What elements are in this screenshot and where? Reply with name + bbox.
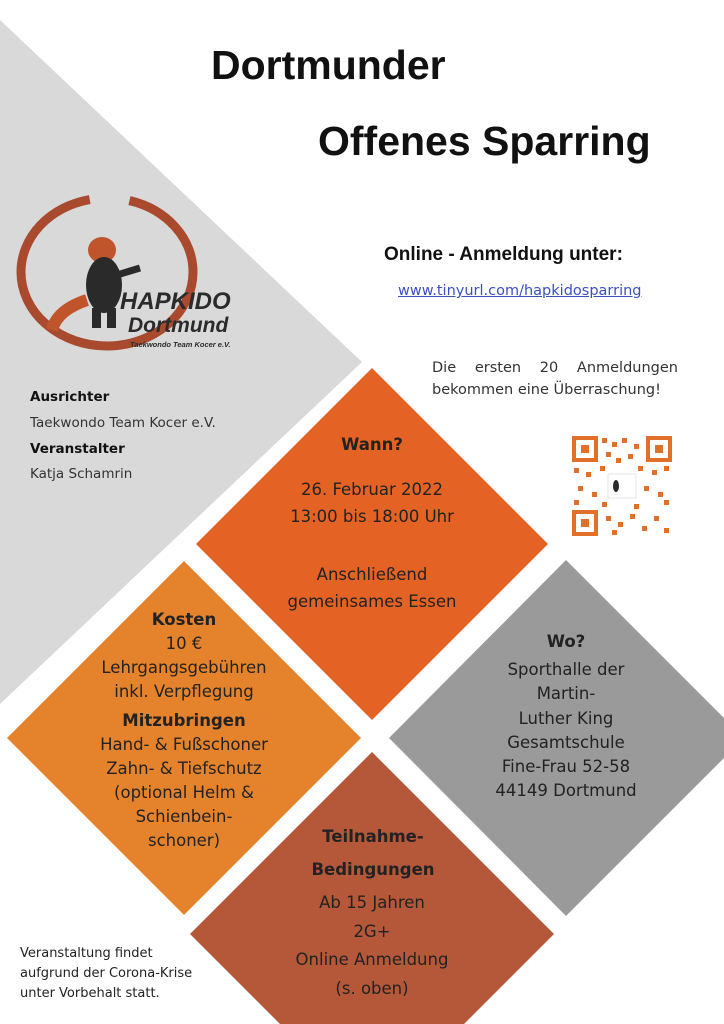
wann-extra2: gemeinsames Essen [287,592,457,611]
ausrichter-value: Taekwondo Team Kocer e.V. [30,415,216,431]
kosten-heading: Kosten [151,610,217,629]
veranstalter-label: Veranstalter [30,441,125,457]
logo-sub: Taekwondo Team Kocer e.V. [130,340,231,349]
wo-line3: Luther King [518,709,614,728]
disclaimer-line1: Veranstaltung findet [20,946,153,961]
qr-code-graphic [572,436,672,536]
registration-note-line2: bekommen eine Überraschung! [432,382,661,398]
teilnahme-line3: Online Anmeldung [295,950,449,969]
wann-date: 26. Februar 2022 [300,480,444,499]
teilnahme-line2: 2G+ [353,922,391,941]
wo-line2: Martin- [536,684,596,703]
disclaimer [20,944,192,1004]
kosten-line2: inkl. Verpflegung [114,682,254,701]
wo-line6: 44149 Dortmund [495,781,637,800]
title-line2: Offenes Sparring [318,118,651,164]
qr-code[interactable] [572,436,672,536]
ausrichter-label: Ausrichter [30,389,110,405]
logo-city: Dortmund [128,314,229,337]
registration-note-line1: Die ersten 20 Anmeldungen [432,360,678,376]
wo-line1: Sporthalle der [507,660,625,679]
mitzubringen-heading: Mitzubringen [122,711,246,730]
kosten-price: 10 € [165,634,203,653]
registration-link[interactable]: www.tinyurl.com/hapkidosparring [398,283,642,299]
teilnahme-line1: Ab 15 Jahren [319,893,425,912]
wann-extra1: Anschließend [316,565,428,584]
wo-line4: Gesamtschule [507,733,625,752]
mitzubringen-line5: schoner) [147,831,221,850]
teilnahme-line4: (s. oben) [335,979,409,998]
disclaimer-line2: aufgrund der Corona-Krise [20,966,193,981]
registration-heading: Online - Anmeldung unter: [384,244,623,265]
logo-name: HAPKIDO [120,288,231,315]
teilnahme-heading2: Bedingungen [311,860,435,879]
kosten-line1: Lehrgangsgebühren [101,658,267,677]
wann-time: 13:00 bis 18:00 Uhr [290,507,454,526]
mitzubringen-line4: Schienbein- [135,807,233,826]
wann-heading: Wann? [341,435,403,454]
title-line1: Dortmunder [211,42,446,88]
mitzubringen-line3: (optional Helm & [114,783,254,802]
disclaimer-line3: unter Vorbehalt statt. [20,986,160,1001]
mitzubringen-line1: Hand- & Fußschoner [100,735,268,754]
wo-heading: Wo? [546,632,586,651]
mitzubringen-line2: Zahn- & Tiefschutz [106,759,262,778]
teilnahme-heading1: Teilnahme- [322,827,424,846]
wo-line5: Fine-Frau 52-58 [501,757,631,776]
veranstalter-value: Katja Schamrin [30,466,133,482]
hapkido-logo [12,190,262,360]
